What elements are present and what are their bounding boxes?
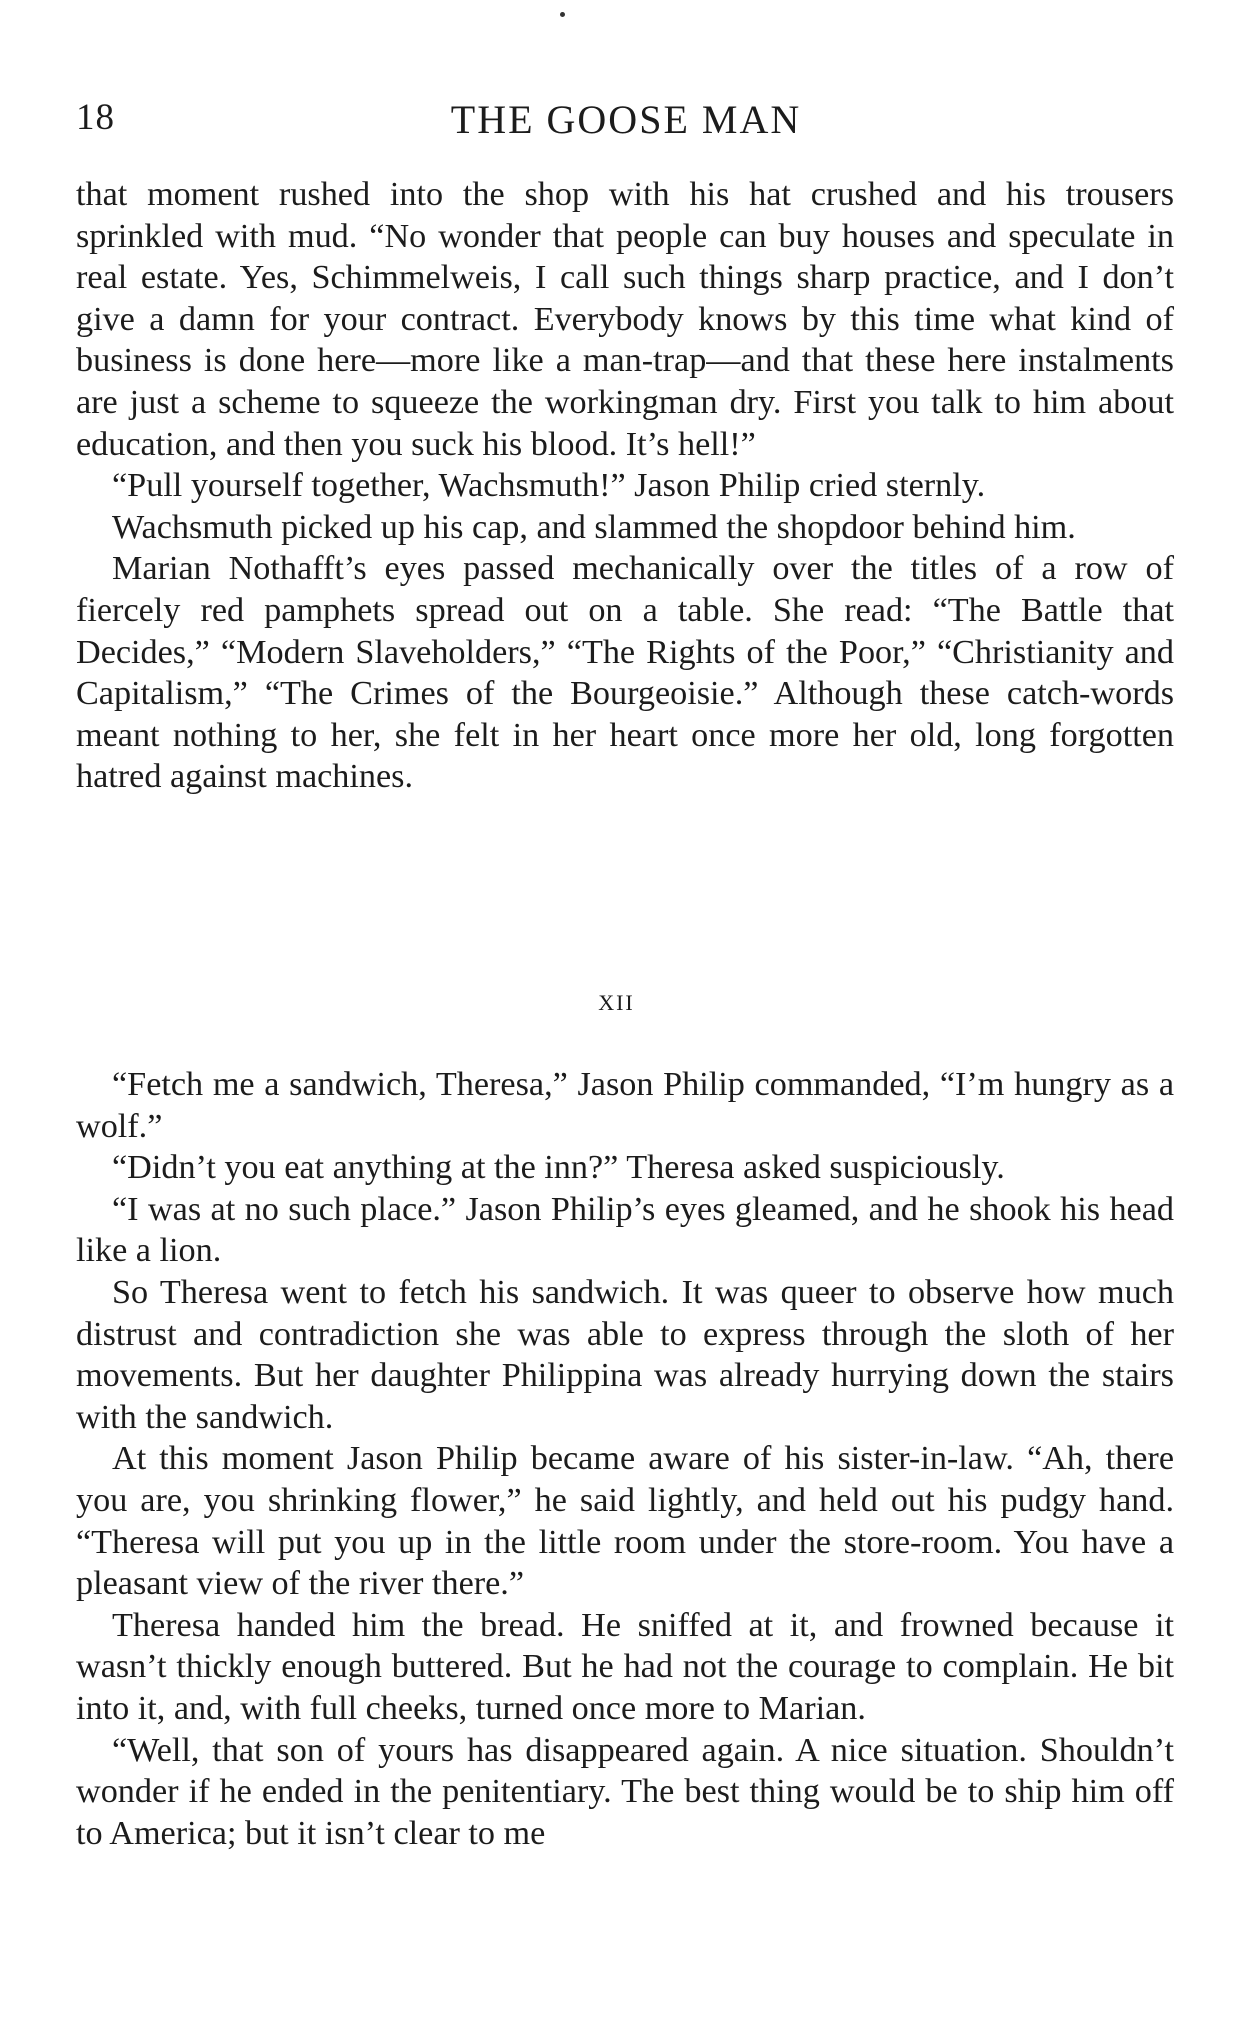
print-speck: [560, 12, 565, 17]
section-heading: XII: [598, 990, 635, 1015]
text-block-before-section: [76, 174, 1174, 798]
paragraph: Marian Nothafft’s eyes passed mechanically over the titles of a row of fiercely red pamphets spread out on a table. She read: “The Battle that Decides,” “Modern Slaveholders,” “The Rights of the Poor,” “Christianity and Capitalism,” “The Crimes of the Bourgeoisie.” Although these catch-words meant nothing to her, she felt in her heart once more her old, long forgotten hatred against machines.: [76, 550, 1174, 796]
paragraph: “Fetch me a sandwich, Theresa,” Jason Philip commanded, “I’m hungry as a wolf.”: [76, 1066, 1174, 1145]
paragraph: So Theresa went to fetch his sandwich. It was queer to observe how much distrust and contradiction she was able to express through the sloth of her movements. But her daughter Philippina was already hurrying down the stairs with the sandwich.: [76, 1273, 1174, 1436]
running-head: THE GOOSE MAN: [450, 97, 802, 142]
paragraph: that moment rushed into the shop with his hat crushed and his trousers sprinkled with mud. “No wonder that people can buy houses and speculate in real estate. Yes, Schimmelweis, I call such things sharp practice, and I don’t give a damn for your contract. Everybody knows by this time what kind of business is done here—more like a man-trap—and that these here instalments are just a scheme to squeeze the workingman dry. First you talk to him about education, and then you suck his blood. It’s hell!”: [76, 176, 1174, 463]
paragraph: “Pull yourself together, Wachsmuth!” Jason Philip cried sternly.: [112, 467, 986, 505]
paragraph: Theresa handed him the bread. He sniffed at it, and frowned because it wasn’t thickly enough buttered. But he had not the courage to complain. He bit into it, and, with full cheeks, turned once more to Marian.: [76, 1606, 1174, 1727]
paragraph: “Well, that son of yours has disappeared again. A nice situation. Shouldn’t wonder if he ended in the penitentiary. The best thing would be to ship him off to America; but it isn’t clear to me: [76, 1731, 1174, 1852]
paragraph: Wachsmuth picked up his cap, and slammed the shopdoor behind him.: [112, 508, 1076, 546]
page-header: [76, 96, 1176, 146]
paragraph: “Didn’t you eat anything at the inn?” Theresa asked suspiciously.: [112, 1149, 1005, 1187]
paragraph: At this moment Jason Philip became aware of his sister-in-law. “Ah, there you are, you shrinking flower,” he said lightly, and held out his pudgy hand. “Theresa will put you up in the little room under the store-room. You have a pleasant view of the river there.”: [76, 1440, 1174, 1603]
text-block-section-xii: [76, 1064, 1174, 1854]
paragraph: “I was at no such place.” Jason Philip’s eyes gleamed, and he shook his head like a lion.: [76, 1190, 1174, 1270]
page-number: 18: [76, 97, 115, 138]
